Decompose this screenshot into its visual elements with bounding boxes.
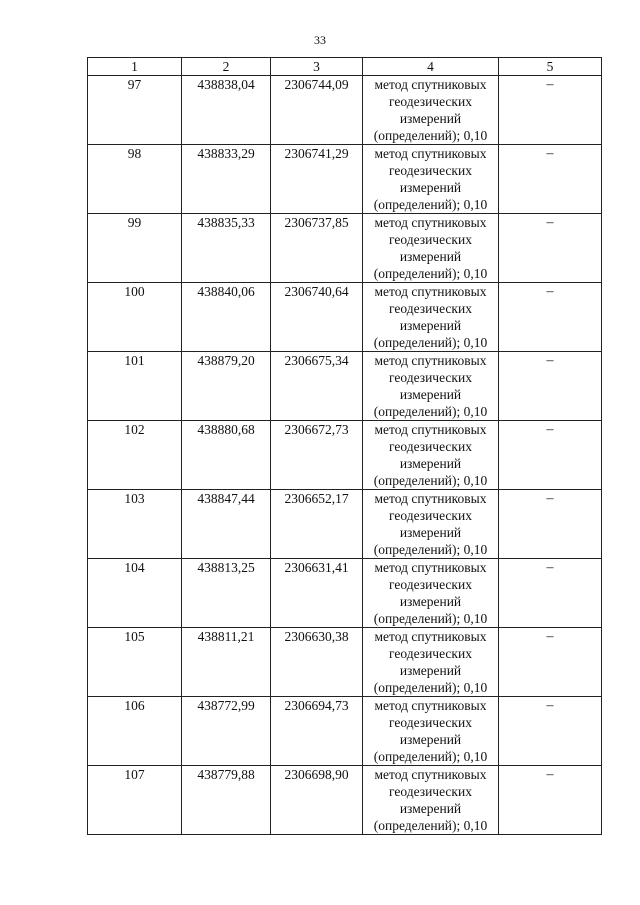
- method-line: измерений: [399, 387, 462, 402]
- col5-dash-cell: –: [499, 697, 602, 766]
- method-line: геодезических: [389, 163, 472, 178]
- col5-dash-cell: –: [499, 145, 602, 214]
- point-number-cell: 107: [88, 766, 182, 835]
- method-cell: [363, 490, 499, 559]
- table-row: [88, 145, 602, 214]
- point-number-cell: 101: [88, 352, 182, 421]
- table-header: [88, 58, 602, 76]
- method-line: геодезических: [389, 94, 472, 109]
- y-coordinate-cell: 2306675,34: [271, 352, 363, 421]
- y-coordinate-cell: 2306744,09: [271, 76, 363, 145]
- y-coordinate-cell: 2306630,38: [271, 628, 363, 697]
- method-line: (определений); 0,10: [373, 611, 488, 626]
- header-col-3: 3: [271, 58, 363, 76]
- table-row: [88, 214, 602, 283]
- method-line: измерений: [399, 801, 462, 816]
- table-row: [88, 76, 602, 145]
- y-coordinate-cell: 2306694,73: [271, 697, 363, 766]
- x-coordinate-cell: 438835,33: [182, 214, 271, 283]
- method-cell: [363, 214, 499, 283]
- method-line: метод спутниковых: [374, 284, 487, 299]
- method-line: измерений: [399, 111, 462, 126]
- col5-dash-cell: –: [499, 559, 602, 628]
- point-number-cell: 102: [88, 421, 182, 490]
- method-line: (определений); 0,10: [373, 266, 488, 281]
- method-line: измерений: [399, 663, 462, 678]
- method-cell: [363, 352, 499, 421]
- y-coordinate-cell: 2306631,41: [271, 559, 363, 628]
- x-coordinate-cell: 438779,88: [182, 766, 271, 835]
- header-row: [88, 58, 602, 76]
- method-line: метод спутниковых: [374, 77, 487, 92]
- table-row: [88, 283, 602, 352]
- method-line: метод спутниковых: [374, 353, 487, 368]
- method-cell: [363, 766, 499, 835]
- x-coordinate-cell: 438879,20: [182, 352, 271, 421]
- table-row: [88, 766, 602, 835]
- col5-dash-cell: –: [499, 352, 602, 421]
- coordinates-table: [87, 57, 602, 835]
- method-line: геодезических: [389, 646, 472, 661]
- method-line: метод спутниковых: [374, 491, 487, 506]
- y-coordinate-cell: 2306740,64: [271, 283, 363, 352]
- y-coordinate-cell: 2306698,90: [271, 766, 363, 835]
- table-row: [88, 352, 602, 421]
- x-coordinate-cell: 438840,06: [182, 283, 271, 352]
- method-line: измерений: [399, 180, 462, 195]
- point-number-cell: 99: [88, 214, 182, 283]
- method-line: геодезических: [389, 439, 472, 454]
- y-coordinate-cell: 2306741,29: [271, 145, 363, 214]
- method-line: геодезических: [389, 370, 472, 385]
- col5-dash-cell: –: [499, 421, 602, 490]
- method-line: геодезических: [389, 715, 472, 730]
- method-cell: [363, 628, 499, 697]
- method-line: геодезических: [389, 232, 472, 247]
- y-coordinate-cell: 2306672,73: [271, 421, 363, 490]
- method-line: измерений: [399, 249, 462, 264]
- header-col-5: 5: [499, 58, 602, 76]
- method-line: геодезических: [389, 508, 472, 523]
- point-number-cell: 97: [88, 76, 182, 145]
- method-line: метод спутниковых: [374, 215, 487, 230]
- method-line: геодезических: [389, 301, 472, 316]
- table-row: [88, 559, 602, 628]
- col5-dash-cell: –: [499, 76, 602, 145]
- col5-dash-cell: –: [499, 283, 602, 352]
- header-col-2: 2: [182, 58, 271, 76]
- x-coordinate-cell: 438813,25: [182, 559, 271, 628]
- header-col-1: 1: [88, 58, 182, 76]
- table-row: [88, 697, 602, 766]
- method-line: (определений); 0,10: [373, 128, 488, 143]
- x-coordinate-cell: 438847,44: [182, 490, 271, 559]
- method-line: (определений); 0,10: [373, 542, 488, 557]
- method-cell: [363, 421, 499, 490]
- method-cell: [363, 145, 499, 214]
- method-line: геодезических: [389, 577, 472, 592]
- method-line: метод спутниковых: [374, 560, 487, 575]
- method-line: измерений: [399, 732, 462, 747]
- header-col-4: 4: [363, 58, 499, 76]
- table-row: [88, 421, 602, 490]
- page-number: 33: [314, 33, 326, 47]
- method-line: (определений); 0,10: [373, 749, 488, 764]
- method-line: (определений); 0,10: [373, 197, 488, 212]
- x-coordinate-cell: 438772,99: [182, 697, 271, 766]
- point-number-cell: 104: [88, 559, 182, 628]
- method-cell: [363, 697, 499, 766]
- col5-dash-cell: –: [499, 214, 602, 283]
- method-line: метод спутниковых: [374, 698, 487, 713]
- point-number-cell: 106: [88, 697, 182, 766]
- y-coordinate-cell: 2306652,17: [271, 490, 363, 559]
- method-cell: [363, 283, 499, 352]
- method-line: метод спутниковых: [374, 629, 487, 644]
- method-cell: [363, 76, 499, 145]
- x-coordinate-cell: 438880,68: [182, 421, 271, 490]
- point-number-cell: 105: [88, 628, 182, 697]
- method-line: измерений: [399, 525, 462, 540]
- method-line: метод спутниковых: [374, 146, 487, 161]
- method-line: (определений); 0,10: [373, 404, 488, 419]
- method-line: метод спутниковых: [374, 422, 487, 437]
- col5-dash-cell: –: [499, 766, 602, 835]
- method-line: (определений); 0,10: [373, 818, 488, 833]
- method-line: метод спутниковых: [374, 767, 487, 782]
- method-cell: [363, 559, 499, 628]
- x-coordinate-cell: 438833,29: [182, 145, 271, 214]
- method-line: геодезических: [389, 784, 472, 799]
- x-coordinate-cell: 438838,04: [182, 76, 271, 145]
- method-line: измерений: [399, 318, 462, 333]
- method-line: измерений: [399, 594, 462, 609]
- col5-dash-cell: –: [499, 628, 602, 697]
- point-number-cell: 103: [88, 490, 182, 559]
- table-row: [88, 490, 602, 559]
- point-number-cell: 100: [88, 283, 182, 352]
- method-line: измерений: [399, 456, 462, 471]
- point-number-cell: 98: [88, 145, 182, 214]
- method-line: (определений); 0,10: [373, 335, 488, 350]
- method-line: (определений); 0,10: [373, 680, 488, 695]
- y-coordinate-cell: 2306737,85: [271, 214, 363, 283]
- method-line: (определений); 0,10: [373, 473, 488, 488]
- col5-dash-cell: –: [499, 490, 602, 559]
- x-coordinate-cell: 438811,21: [182, 628, 271, 697]
- table-body: [88, 76, 602, 835]
- table-row: [88, 628, 602, 697]
